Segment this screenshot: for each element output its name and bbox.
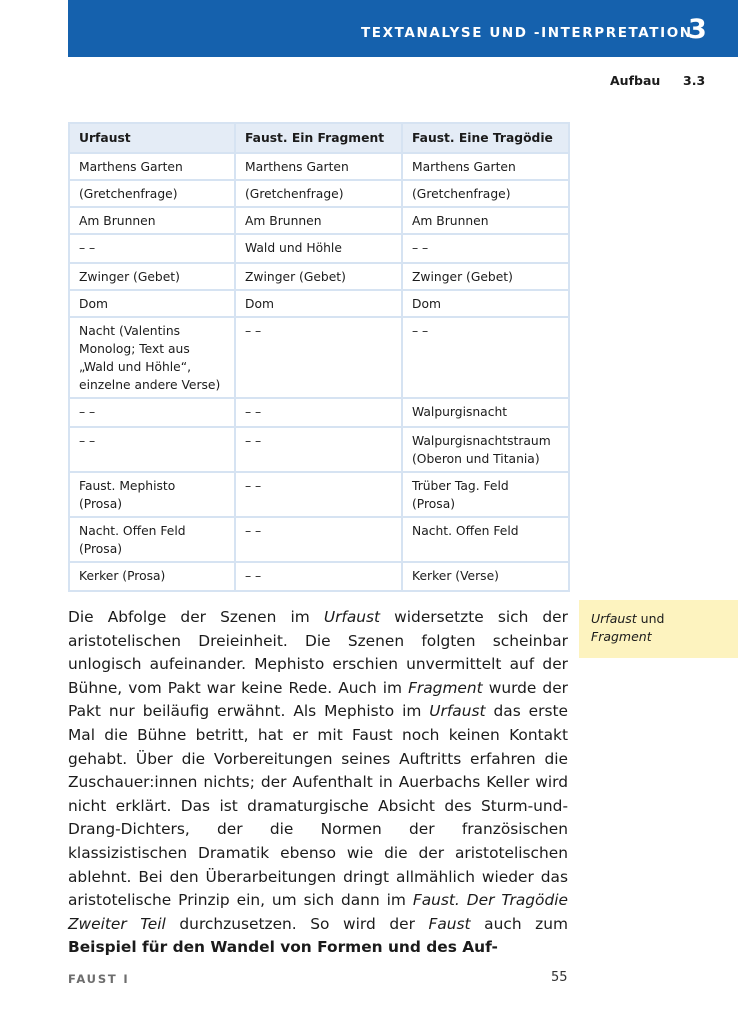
scene-comparison-table [68, 122, 570, 592]
table-cell: Nacht. Offen Feld (Prosa) [69, 517, 235, 562]
table-cell: Zwinger (Gebet) [402, 263, 569, 290]
table-cell: (Gretchenfrage) [235, 180, 402, 207]
table-cell: Zwinger (Gebet) [235, 263, 402, 290]
table-cell: (Gretchenfrage) [402, 180, 569, 207]
table-row [69, 427, 569, 472]
table-cell: – – [69, 427, 235, 472]
table-cell: – – [69, 234, 235, 263]
table-cell: – – [235, 427, 402, 472]
section-number: 3.3 [683, 73, 706, 88]
table-cell: Dom [235, 290, 402, 317]
table-row [69, 180, 569, 207]
section-label: Aufbau [610, 73, 661, 88]
body-text-run: Die Abfolge der Szenen im [68, 608, 324, 626]
table-cell: Kerker (Verse) [402, 562, 569, 591]
table-cell: Walpurgisnacht [402, 398, 569, 427]
table-cell: Trüber Tag. Feld (Prosa) [402, 472, 569, 517]
body-text-run: wurde der Pakt nur beiläufig erwähnt. Als Mephisto im [68, 678, 568, 721]
body-text-run: durchzusetzen. So wird der [165, 914, 429, 933]
table-cell: – – [235, 317, 402, 398]
table-cell: Marthens Garten [402, 153, 569, 180]
table-cell: Dom [69, 290, 235, 317]
body-paragraph [68, 606, 568, 960]
chapter-number: 3 [688, 14, 707, 45]
table-cell: Zwinger (Gebet) [69, 263, 235, 290]
table-header-row [69, 123, 569, 153]
table-cell: Nacht (Valentins Monolog; Text aus „Wald und Höhle“, einzelne andere Verse) [69, 317, 235, 398]
body-text-italic: Urfaust [323, 608, 381, 626]
table-row [69, 290, 569, 317]
margin-note-text: und [636, 611, 665, 626]
table-cell: – – [235, 562, 402, 591]
margin-note [579, 600, 738, 658]
table-cell: Nacht. Offen Feld [402, 517, 569, 562]
table-cell: Marthens Garten [235, 153, 402, 180]
chapter-header-bar [68, 0, 738, 57]
column-header: Faust. Eine Tragödie [402, 123, 569, 153]
table-cell: Am Brunnen [402, 207, 569, 234]
table-cell: Wald und Höhle [235, 234, 402, 263]
body-text-bold: Beispiel für den Wandel von Formen und des Auf- [68, 938, 498, 957]
body-text-run: widersetzte sich der aristotelischen Dreieinheit. Die Szenen folgten scheinbar unlogisch aufeinander. Mephisto erschien unvermittelt auf der Bühne, vom Pakt war keine Rede. Auch im [68, 608, 568, 697]
footer-book-title: FAUST I [68, 972, 130, 986]
table-row [69, 207, 569, 234]
table-row [69, 153, 569, 180]
table-cell: Am Brunnen [69, 207, 235, 234]
body-text-italic: Faust. Der Tragödie Zweiter Teil [68, 891, 568, 933]
table-cell: – – [402, 317, 569, 398]
table-cell: – – [402, 234, 569, 263]
page-number: 55 [551, 970, 568, 985]
table-cell: – – [235, 398, 402, 427]
chapter-title: TEXTANALYSE UND -INTERPRETATION [361, 25, 693, 41]
body-text-run: auch zum [470, 914, 569, 933]
table-row [69, 472, 569, 517]
table-cell: Kerker (Prosa) [69, 562, 235, 591]
column-header: Faust. Ein Fragment [235, 123, 402, 153]
body-text-italic: Faust [428, 914, 471, 933]
table-cell: – – [235, 472, 402, 517]
margin-note-italic: Fragment [591, 629, 652, 644]
table-cell: Walpurgisnachtstraum (Oberon und Titania) [402, 427, 569, 472]
body-text-italic: Fragment [408, 678, 483, 697]
table-cell: Marthens Garten [69, 153, 235, 180]
table-cell: – – [69, 398, 235, 427]
table-row [69, 234, 569, 263]
table-cell: Dom [402, 290, 569, 317]
table-cell: – – [235, 517, 402, 562]
table-cell: (Gretchenfrage) [69, 180, 235, 207]
table-row [69, 562, 569, 591]
table-row [69, 317, 569, 398]
table-row [69, 263, 569, 290]
column-header: Urfaust [69, 123, 235, 153]
table-cell: Am Brunnen [235, 207, 402, 234]
table-row [69, 398, 569, 427]
margin-note-italic: Urfaust [591, 611, 637, 626]
table-cell: Faust. Mephisto (Prosa) [69, 472, 235, 517]
table-row [69, 517, 569, 562]
body-text-italic: Urfaust [429, 702, 486, 721]
body-text-run: das erste Mal die Bühne betritt, hat er mit Faust noch keinen Kontakt gehabt. Über die Vorbereitungen seines Auftritts erfahren die Zuschauer:innen nichts; der Aufenthalt in Auerbachs Keller wird nicht erklärt. Das ist dramaturgische Absicht des Sturm-und-Drang-Dichters, der die Normen der französischen klassizistischen Dramatik ebenso wie die der aristotelischen ablehnt. Bei den Überarbeitungen dringt allmählich wieder das aristotelische Prinzip ein, um sich dann im [68, 702, 568, 910]
